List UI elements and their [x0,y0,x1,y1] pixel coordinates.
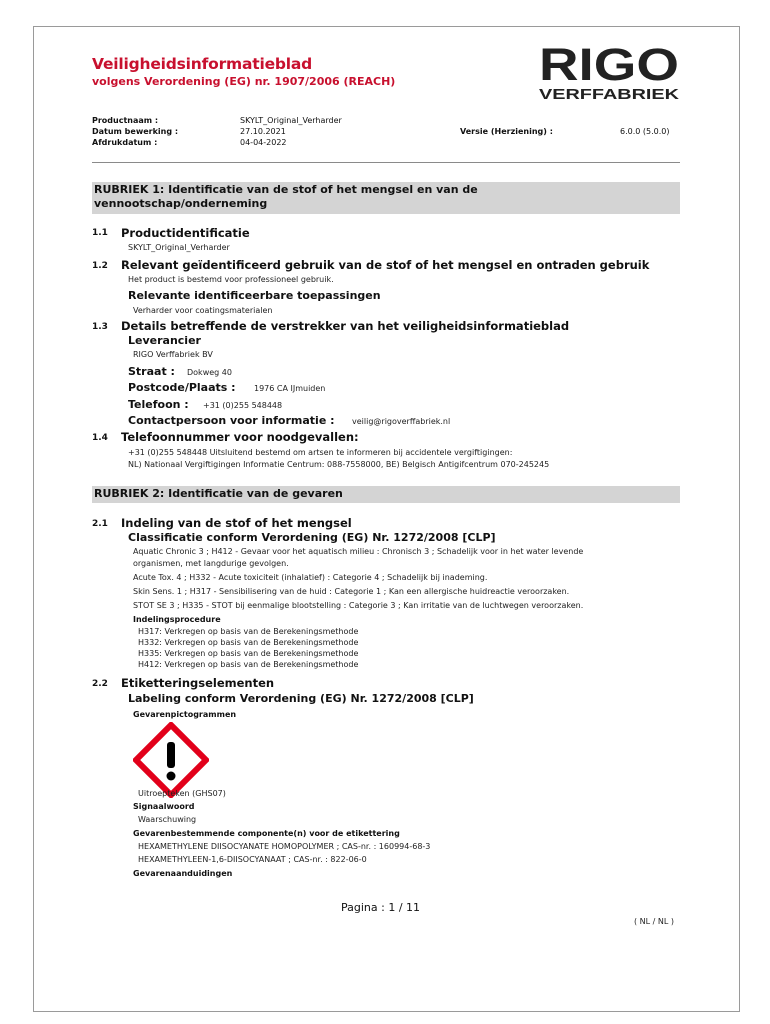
procedure-4: H412: Verkregen op basis van de Berekeningsmethode [138,660,359,669]
classification-1: Aquatic Chronic 3 ; H412 - Gevaar voor het aquatisch milieu : Chronisch 3 ; Schadelijk voor in het water levende [133,547,584,556]
section-2-1-title: Indeling van de stof of het mengsel [121,516,352,530]
document-subtitle: volgens Verordening (EG) nr. 1907/2006 (REACH) [92,75,396,88]
pictogram-caption: Uitroepteken (GHS07) [138,789,226,798]
street-value: Dokweg 40 [187,368,232,377]
section-1-2-subtext: Verharder voor coatingsmaterialen [133,306,273,315]
ghs07-exclamation-icon [133,722,209,798]
postcode-label: Postcode/Plaats : [128,381,236,394]
section-1-1-title: Productidentificatie [121,226,250,240]
emergency-line-1: +31 (0)255 548448 Uitsluitend bestemd om artsen te informeren bij accidentele vergiftigingen: [128,448,513,457]
hazard-statements-heading: Gevarenaanduidingen [133,869,233,878]
rigo-logo [538,42,681,102]
section-1-2-subtitle: Relevante identificeerbare toepassingen [128,289,381,302]
contact-email[interactable]: veilig@rigoverffabriek.nl [352,417,451,426]
labeling-heading: Labeling conform Verordening (EG) Nr. 1272/2008 [CLP] [128,692,474,705]
classification-1b: organismen, met langdurige gevolgen. [133,559,289,568]
supplier-company: RIGO Verffabriek BV [133,350,213,359]
section-1-header [92,182,680,214]
section-2-2-title: Etiketteringselementen [121,676,275,690]
logo-text-bottom: VERFFABRIEK [539,86,680,102]
section-1-1-text: SKYLT_Original_Verharder [128,243,230,252]
phone-label: Telefoon : [128,398,189,411]
section-1-3-title: Details betreffende de verstrekker van het veiligheidsinformatieblad [121,319,570,333]
section-2-1-number: 2.1 [92,519,108,529]
component-1: HEXAMETHYLENE DIISOCYANATE HOMOPOLYMER ; CAS-nr. : 160994-68-3 [138,842,431,851]
classification-2: Acute Tox. 4 ; H332 - Acute toxiciteit (inhalatief) : Categorie 4 ; Schadelijk bij inademing. [133,573,488,582]
signal-word-heading: Signaalwoord [133,802,195,811]
logo-text-top: RIGO [539,42,679,90]
section-1-3-number: 1.3 [92,322,108,332]
pictogram-heading: Gevarenpictogrammen [133,710,237,719]
language-indicator: ( NL / NL ) [634,917,674,926]
emergency-line-2: NL) Nationaal Vergiftigingen Informatie Centrum: 088-7558000, BE) Belgisch Antigifcentrum 070-245245 [128,460,550,469]
version-value: 6.0.0 (5.0.0) [620,127,670,136]
section-1-title-line2: vennootschap/onderneming [94,197,268,210]
section-2-2-number: 2.2 [92,679,108,689]
product-name-value: SKYLT_Original_Verharder [240,116,342,125]
procedure-3: H335: Verkregen op basis van de Berekeningsmethode [138,649,359,658]
street-label: Straat : [128,365,175,378]
classification-heading: Classificatie conform Verordening (EG) Nr. 1272/2008 [CLP] [128,531,496,544]
header-divider [92,162,680,163]
postcode-value: 1976 CA IJmuiden [254,384,326,393]
procedure-2: H332: Verkregen op basis van de Berekeningsmethode [138,638,359,647]
section-1-2-title: Relevant geïdentificeerd gebruik van de stof of het mengsel en ontraden gebruik [121,258,650,272]
supplier-heading: Leverancier [128,334,201,347]
print-date-label: Afdrukdatum : [92,138,158,147]
section-1-1-number: 1.1 [92,228,108,238]
classification-3: Skin Sens. 1 ; H317 - Sensibilisering van de huid : Categorie 1 ; Kan een allergische huidreactie veroorzaken. [133,587,570,596]
classification-4: STOT SE 3 ; H335 - STOT bij eenmalige blootstelling : Categorie 3 ; Kan irritatie van de luchtwegen veroorzaken. [133,601,584,610]
revision-date-label: Datum bewerking : [92,127,179,136]
version-label: Versie (Herziening) : [460,127,553,136]
procedure-heading: Indelingsprocedure [133,615,221,624]
procedure-1: H317: Verkregen op basis van de Berekeningsmethode [138,627,359,636]
phone-value: +31 (0)255 548448 [203,401,283,410]
contact-label: Contactpersoon voor informatie : [128,414,335,427]
section-1-4-number: 1.4 [92,433,108,443]
print-date-value: 04-04-2022 [240,138,287,147]
product-name-label: Productnaam : [92,116,159,125]
page-number: Pagina : 1 / 11 [341,901,421,914]
components-heading: Gevarenbestemmende componente(n) voor de etikettering [133,829,400,838]
document-title: Veiligheidsinformatieblad [92,55,313,73]
component-2: HEXAMETHYLEEN-1,6-DIISOCYANAAT ; CAS-nr. : 822-06-0 [138,855,367,864]
section-1-title-line1: RUBRIEK 1: Identificatie van de stof of het mengsel en van de [94,183,478,196]
section-1-4-title: Telefoonnummer voor noodgevallen: [121,430,359,444]
section-1-2-text: Het product is bestemd voor professioneel gebruik. [128,275,334,284]
section-2-title: RUBRIEK 2: Identificatie van de gevaren [94,487,343,500]
signal-word-value: Waarschuwing [138,815,197,824]
section-1-2-number: 1.2 [92,261,108,271]
section-2-header [92,486,680,503]
revision-date-value: 27.10.2021 [240,127,286,136]
